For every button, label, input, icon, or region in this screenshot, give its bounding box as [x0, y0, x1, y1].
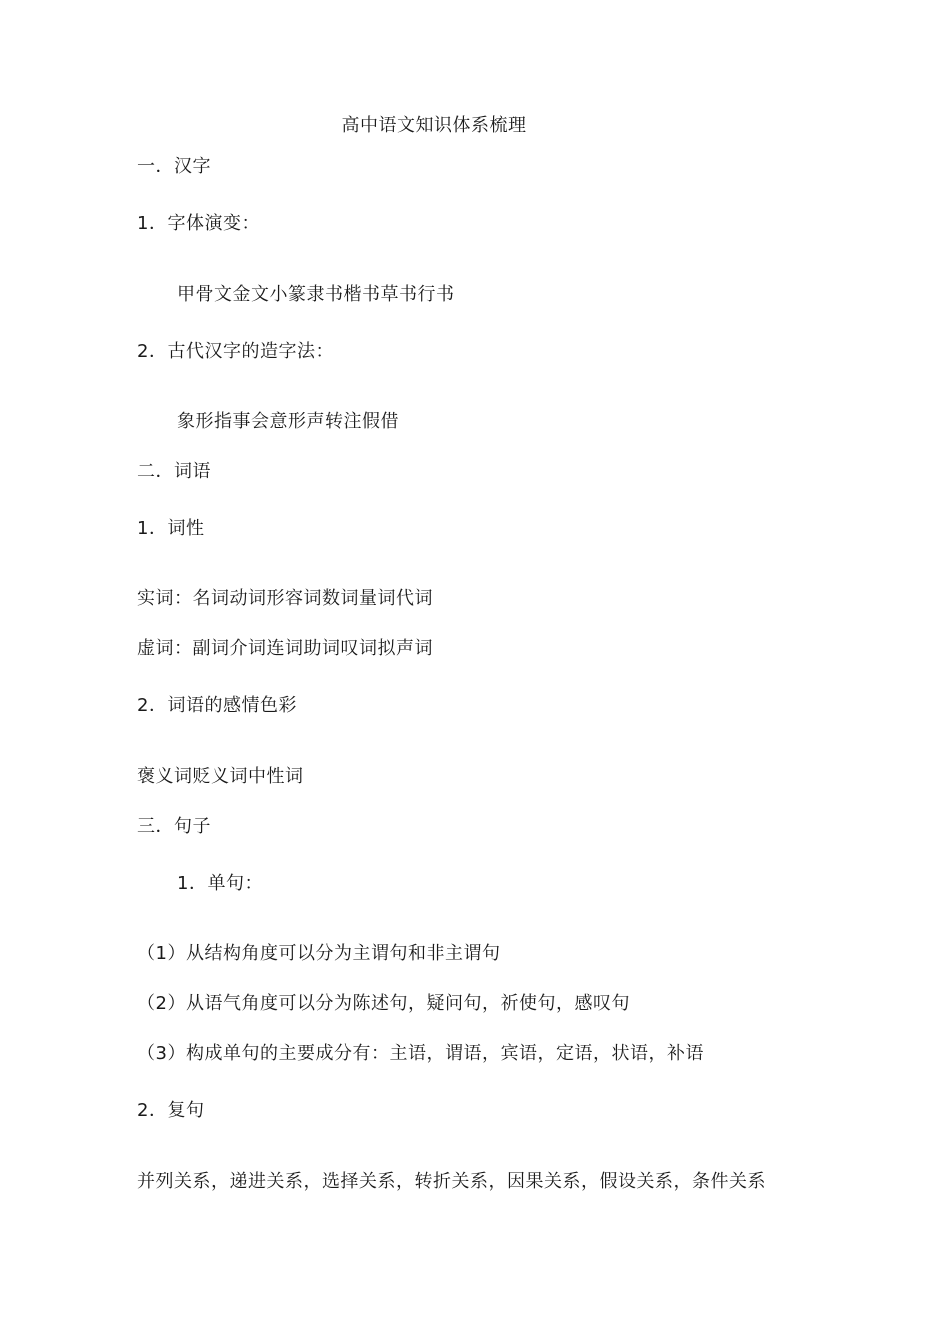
section-heading-hanzi: 一．汉字: [137, 156, 211, 177]
section-heading-juzi: 三．句子: [137, 816, 211, 837]
document-title: 高中语文知识体系梳理: [341, 115, 527, 136]
simple-sentence-point-1: （1）从结构角度可以分为主谓句和非主谓句: [137, 943, 501, 964]
simple-sentence-point-3: （3）构成单句的主要成分有：主语，谓语，宾语，定语，状语，补语: [137, 1043, 704, 1064]
function-words-text: 虚词：副词介词连词助词叹词拟声词: [137, 638, 433, 659]
subsection-heading-font-evolution: 1．字体演变：: [137, 213, 260, 234]
subsection-heading-complex-sentence: 2．复句: [137, 1100, 205, 1121]
simple-sentence-point-2: （2）从语气角度可以分为陈述句，疑问句，祈使句，感叹句: [137, 993, 630, 1014]
subsection-heading-part-of-speech: 1．词性: [137, 518, 205, 539]
section-heading-ciyu: 二．词语: [137, 461, 211, 482]
subsection-heading-word-sentiment: 2．词语的感情色彩: [137, 695, 297, 716]
character-formation-text: 象形指事会意形声转注假借: [177, 411, 399, 432]
content-words-text: 实词：名词动词形容词数词量词代词: [137, 588, 433, 609]
subsection-heading-simple-sentence: 1．单句：: [177, 873, 263, 894]
word-sentiment-text: 褒义词贬义词中性词: [137, 766, 304, 787]
complex-sentence-relations-text: 并列关系，递进关系，选择关系，转折关系，因果关系，假设关系，条件关系: [137, 1171, 766, 1192]
font-evolution-text: 甲骨文金文小篆隶书楷书草书行书: [177, 284, 455, 305]
subsection-heading-character-formation: 2．古代汉字的造字法：: [137, 341, 334, 362]
